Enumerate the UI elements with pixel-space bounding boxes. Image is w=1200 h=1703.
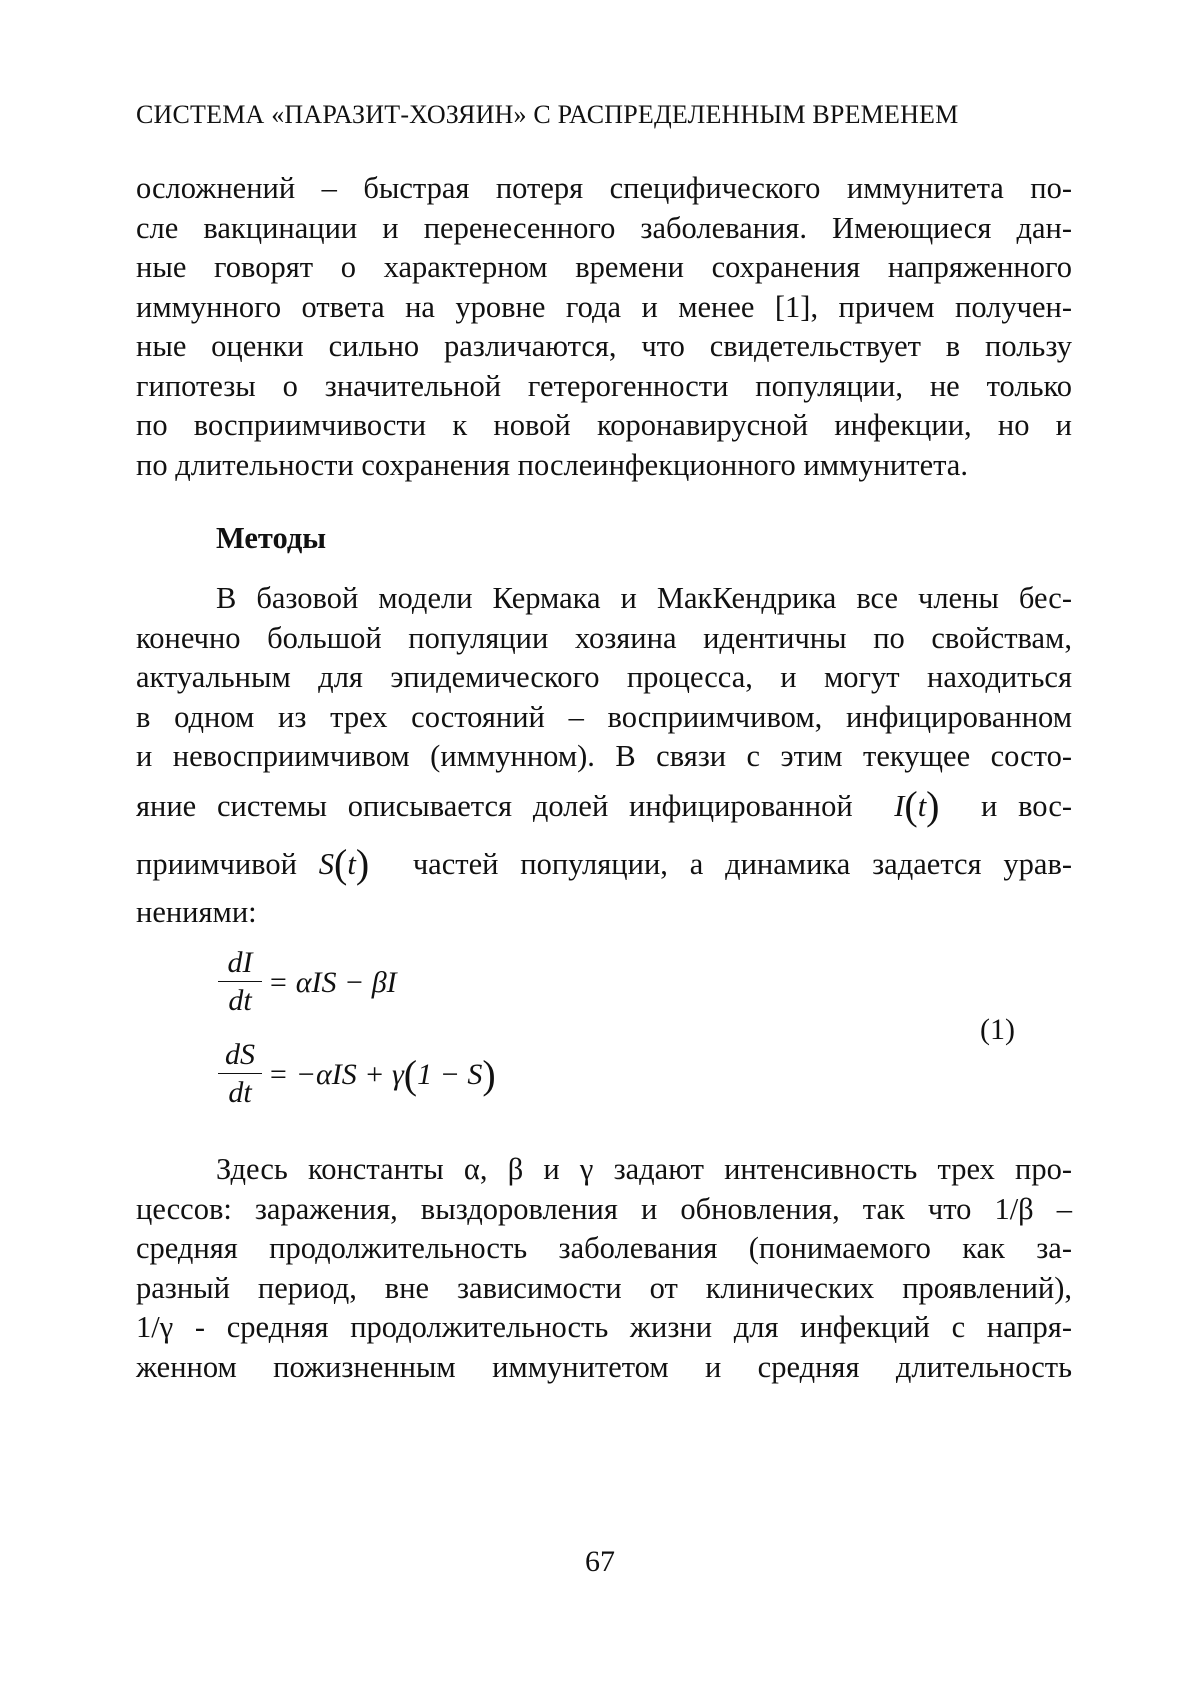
text-fragment: яние системы описывается долей инфицированной [136,788,853,823]
running-head: СИСТЕМА «ПАРАЗИТ-ХОЗЯИН» С РАСПРЕДЕЛЕННЫМ ВРЕМЕНЕМ [136,100,959,129]
math-infected-fraction: I(t) [894,782,940,828]
section-heading: Методы [216,521,327,555]
paragraph-2 [136,579,1072,932]
equation-rhs: = αIS − βI [268,965,397,999]
text-line: сле вакцинации и перенесенного заболевания. Имеющиеся дан- [136,210,1072,245]
text-line: и невосприимчивом (иммунном). В связи с этим текущее состо- [136,739,1072,773]
equation-rhs: = −αIS + γ(1 − S) [268,1052,496,1097]
text-line: 1/γ - средняя продолжительность жизни для инфекций с напря- [136,1310,1072,1344]
text-line: Здесь константы α, β и γ задают интенсивность трех про- [216,1152,1072,1186]
equation-number: (1) [980,1013,1015,1046]
page-number: 67 [585,1545,615,1578]
text-line: В базовой модели Кермака и МакКендрика все члены бес- [216,581,1072,615]
text-line: разный период, вне зависимости от клинических проявлений), [136,1270,1072,1305]
text-line: гипотезы о значительной гетерогенности популяции, не только [136,368,1072,403]
equation-1 [218,945,397,1020]
math-arg: t [347,846,356,881]
paragraph-1 [136,169,1072,485]
equation-system [218,945,1078,1125]
derivative-fraction [218,1037,262,1112]
fraction-numerator: dS [225,1038,255,1071]
text-line: ные оценки сильно различаются, что свидетельствует в пользу [136,329,1072,363]
math-var: I [894,788,905,823]
text-line: осложнений – быстрая потеря специфического иммунитета по- [136,171,1072,205]
text-line: цессов: заражения, выздоровления и обновления, так что 1/β – [136,1191,1072,1226]
text-line: женном пожизненным иммунитетом и средняя длительность [136,1349,1072,1384]
text-line: средняя продолжительность заболевания (понимаемого как за- [136,1231,1072,1265]
paragraph-3 [136,1150,1072,1387]
equation-2 [218,1037,496,1112]
text-line: нениями: [136,894,257,929]
text-fragment: приимчивой [136,846,297,881]
fraction-numerator: dI [227,946,253,979]
text-line: в одном из трех состояний – восприимчивом, инфицированном [136,699,1072,734]
text-line-with-math [136,835,1072,893]
text-line: ные говорят о характерном времени сохранения напряженного [136,250,1072,284]
text-line: по восприимчивости к новой коронавирусной инфекции, но и [136,408,1072,442]
text-line: иммунного ответа на уровне года и менее [1], причем получен- [136,289,1072,324]
math-var: S [318,846,335,881]
text-line-with-math [136,777,1072,835]
rhs-inner: 1 − S [417,1058,483,1091]
fraction-denominator: dt [228,1076,252,1109]
text-fragment: частей популяции, а динамика задается урав- [412,846,1073,881]
fraction-denominator: dt [228,984,252,1017]
text-line: конечно большой популяции хозяина идентичны по свойствам, [136,620,1072,655]
math-arg: t [917,788,927,823]
math-susceptible-fraction: S(t) [318,840,370,886]
text-fragment: и вос- [981,788,1073,823]
text-line: по длительности сохранения послеинфекционного иммунитета. [136,447,968,482]
derivative-fraction [218,945,262,1020]
text-line: актуальным для эпидемического процесса, и могут находиться [136,660,1072,694]
rhs-fragment: = −αIS + γ [268,1058,404,1091]
